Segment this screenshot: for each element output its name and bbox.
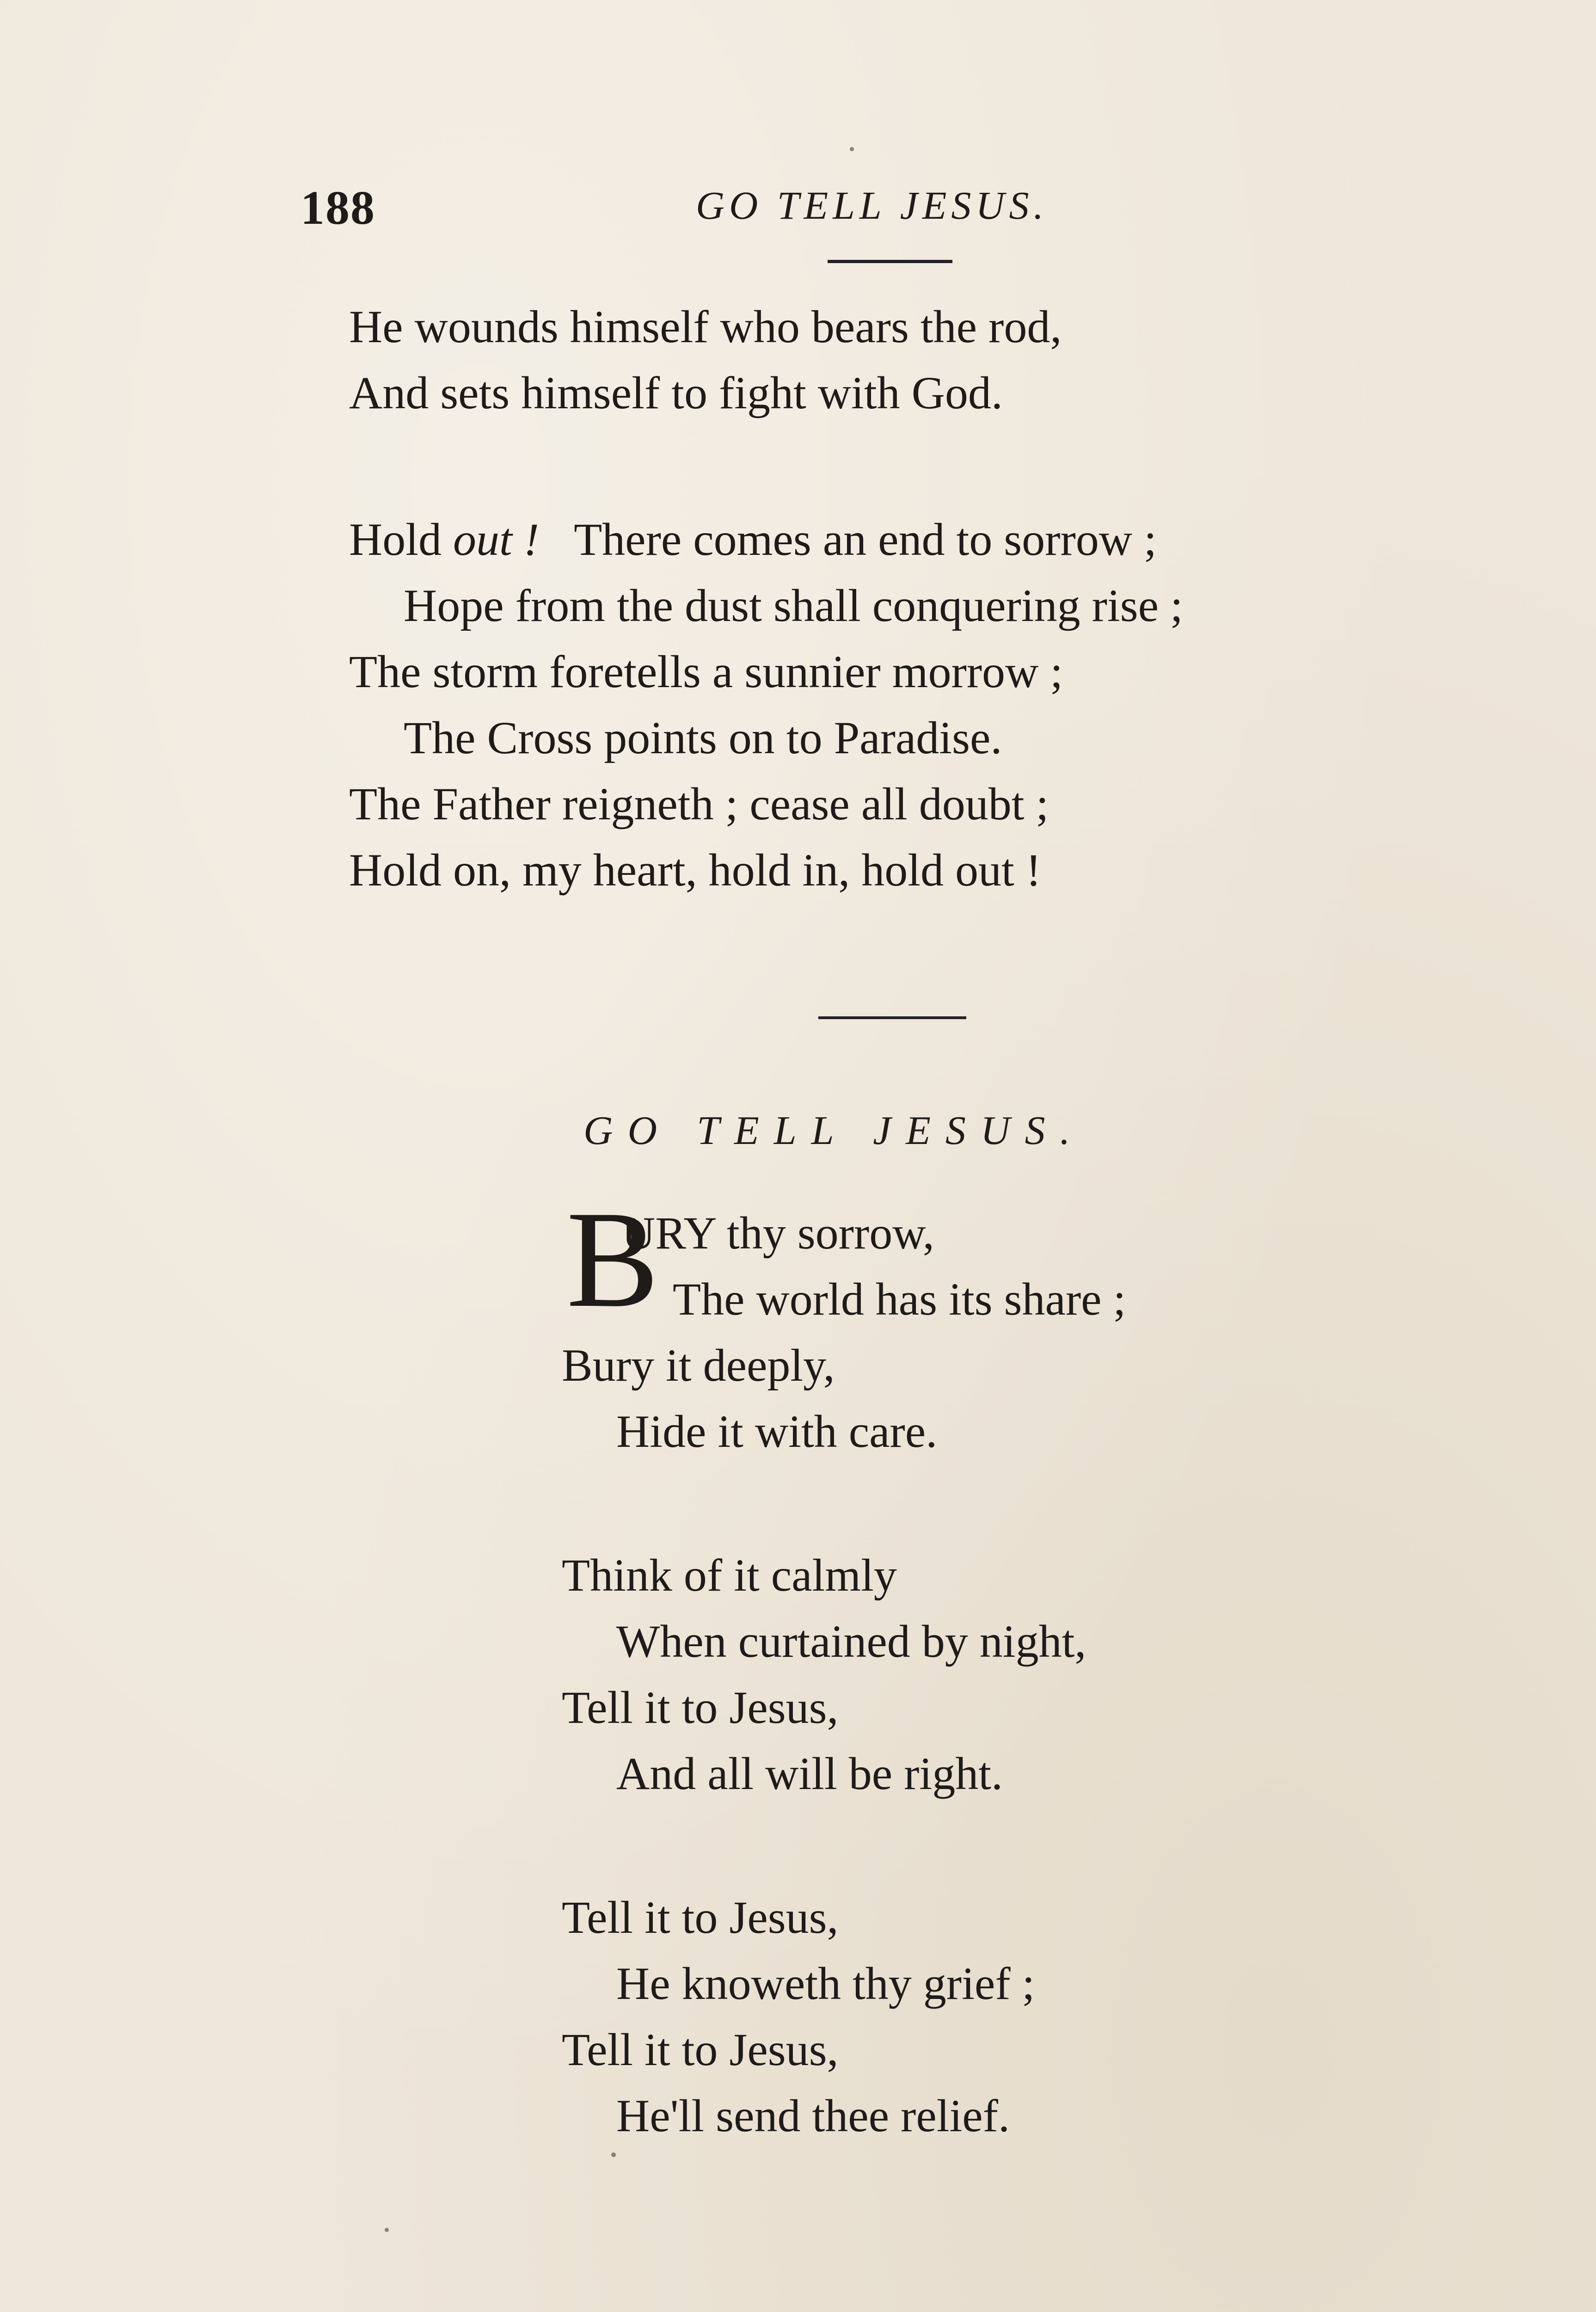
verse-line: Tell it to Jesus, bbox=[562, 1682, 839, 1733]
verse-line: And all will be right. bbox=[616, 1748, 1003, 1799]
verse-line: Hope from the dust shall conquering rise ; bbox=[404, 580, 1183, 631]
verse-line: He'll send thee relief. bbox=[616, 2090, 1010, 2141]
verse-line: Hold on, my heart, hold in, hold out ! bbox=[349, 844, 1042, 896]
section-divider bbox=[818, 1016, 966, 1019]
page-header bbox=[301, 180, 1271, 236]
verse-line: Think of it calmly bbox=[562, 1550, 897, 1601]
verse-line: When curtained by night, bbox=[616, 1616, 1087, 1667]
poem2-stanza1 bbox=[562, 1200, 1126, 1464]
verse-line: Tell it to Jesus, bbox=[562, 2024, 839, 2075]
paper-speck bbox=[850, 147, 854, 151]
verse-line-rest: There comes an end to sorrow ; bbox=[574, 514, 1157, 565]
verse-line-italic: out ! bbox=[453, 514, 540, 565]
poem2-stanza2 bbox=[562, 1542, 1086, 1807]
poem1-stanza2 bbox=[349, 506, 1183, 903]
drop-cap: B bbox=[566, 1182, 659, 1336]
paper-speck bbox=[611, 2152, 616, 2157]
header-rule bbox=[828, 260, 952, 263]
verse-line: Bury it deeply, bbox=[562, 1340, 835, 1391]
verse-line: URY thy sorrow, bbox=[622, 1207, 934, 1259]
verse-line: And sets himself to fight with God. bbox=[349, 367, 1003, 418]
poem-title: GO TELL JESUS. bbox=[583, 1108, 1085, 1153]
page-number: 188 bbox=[301, 181, 375, 234]
verse-line: The world has its share ; bbox=[673, 1273, 1126, 1325]
verse-line: Tell it to Jesus, bbox=[562, 1892, 839, 1943]
verse-line: He wounds himself who bears the rod, bbox=[349, 301, 1062, 352]
verse-line: The Father reigneth ; cease all doubt ; bbox=[349, 778, 1049, 830]
poem1-stanza1 bbox=[349, 294, 1062, 426]
running-title: GO TELL JESUS. bbox=[696, 183, 1048, 228]
verse-line: He knoweth thy grief ; bbox=[616, 1958, 1035, 2009]
verse-line: The Cross points on to Paradise. bbox=[404, 712, 1002, 763]
verse-line bbox=[349, 506, 1183, 572]
paper-speck bbox=[385, 2228, 389, 2232]
verse-line: Hide it with care. bbox=[616, 1406, 938, 1457]
verse-line-prefix: Hold bbox=[349, 514, 453, 565]
verse-line: The storm foretells a sunnier morrow ; bbox=[349, 646, 1063, 697]
poem2-stanza3 bbox=[562, 1884, 1035, 2149]
